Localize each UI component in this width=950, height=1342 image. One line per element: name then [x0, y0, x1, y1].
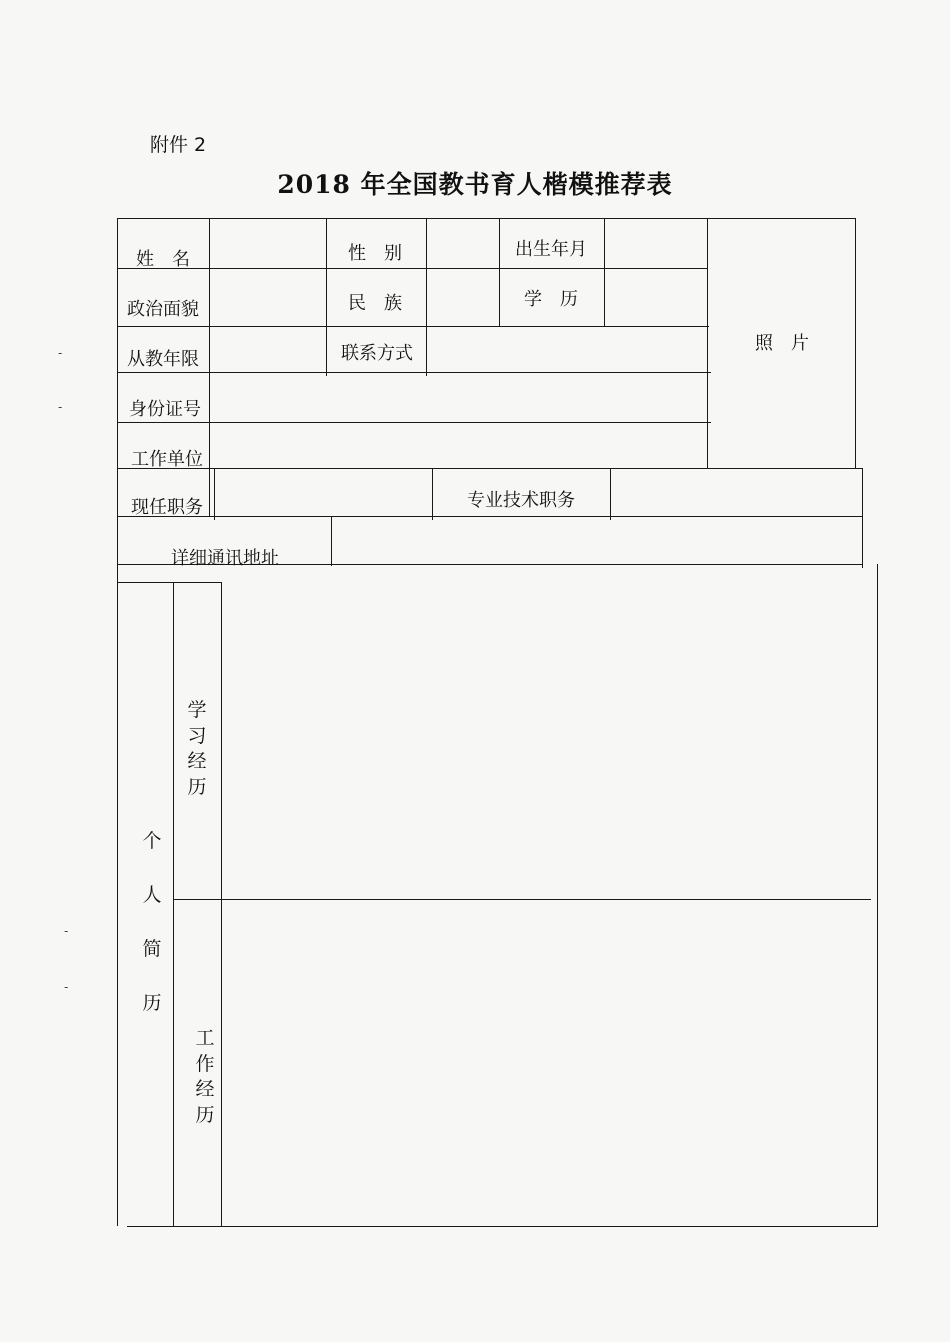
political-status-field[interactable] — [210, 269, 325, 325]
address-field[interactable] — [332, 517, 862, 563]
grid-line — [862, 468, 863, 568]
work-unit-field[interactable] — [210, 423, 706, 467]
grid-line — [173, 582, 174, 1226]
label-id-number: 身份证号 — [129, 399, 201, 420]
label-contact: 联系方式 — [341, 343, 413, 364]
photo-area[interactable] — [708, 219, 854, 467]
professional-title-field[interactable] — [611, 469, 861, 515]
teaching-years-field[interactable] — [210, 327, 325, 371]
label-ethnicity: 民 族 — [348, 293, 402, 314]
label-work-unit: 工作单位 — [131, 449, 203, 470]
label-education: 学 历 — [524, 289, 578, 310]
contact-field[interactable] — [427, 327, 706, 371]
label-gender: 性 别 — [348, 243, 402, 264]
grid-line — [117, 218, 118, 1226]
birth-date-field[interactable] — [605, 219, 706, 267]
grid-line — [117, 582, 221, 583]
label-address: 详细通讯地址 — [171, 548, 279, 569]
name-field[interactable] — [210, 219, 325, 267]
label-birth-date: 出生年月 — [515, 239, 587, 260]
ethnicity-field[interactable] — [427, 269, 498, 325]
attachment-label: 附件 2 — [150, 134, 207, 156]
label-current-position: 现任职务 — [131, 497, 203, 518]
margin-mark: - — [58, 346, 63, 360]
study-history-field[interactable] — [222, 565, 876, 898]
grid-line — [432, 468, 433, 520]
margin-mark: - — [64, 980, 69, 994]
id-number-field[interactable] — [210, 373, 706, 421]
label-teaching-years: 从教年限 — [127, 349, 199, 370]
label-study-history: 学习经历 — [187, 699, 207, 798]
current-position-field[interactable] — [215, 469, 431, 515]
label-resume: 个人简历 — [142, 830, 162, 1014]
grid-line — [855, 218, 856, 468]
recommendation-form — [117, 218, 859, 1228]
label-political-status: 政治面貌 — [127, 299, 199, 320]
education-field[interactable] — [605, 269, 706, 325]
label-work-history: 工作经历 — [195, 1027, 215, 1126]
gender-field[interactable] — [500, 219, 603, 267]
grid-line — [877, 564, 878, 1226]
margin-mark: - — [58, 400, 63, 414]
grid-line — [326, 218, 327, 376]
form-title: 2018 年全国教书育人楷模推荐表 — [277, 170, 673, 199]
work-history-field[interactable] — [222, 900, 876, 1225]
margin-mark: - — [64, 924, 69, 938]
label-photo: 照 片 — [755, 333, 809, 354]
label-name: 姓 名 — [136, 249, 190, 270]
label-professional-title: 专业技术职务 — [467, 490, 575, 511]
grid-line — [127, 1226, 878, 1227]
